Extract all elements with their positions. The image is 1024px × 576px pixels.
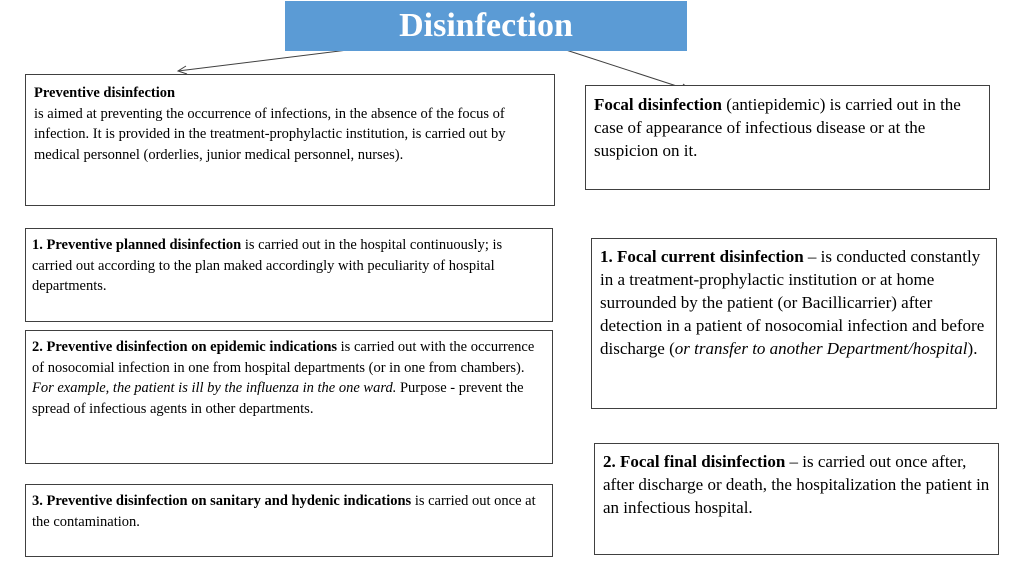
focal-disinfection-box [585,85,990,190]
page-title: Disinfection [399,7,573,44]
focal-final-box [594,443,999,555]
focal-current-italic: or transfer to another Department/hospital [674,339,968,358]
preventive-epidemic-heading: 2. Preventive disinfection on epidemic indications [32,339,338,355]
preventive-epidemic-box [25,330,553,464]
title-box [285,1,687,51]
preventive-sanitary-body: is carried out once at the contamination. [32,493,536,530]
preventive-disinfection-box [25,74,555,206]
focal-body: antiepidemic) is carried out in the case of appearance of infectious disease or at the suspicion on it. [594,95,961,160]
preventive-epidemic-purpose: Purpose - prevent the spread of infectious agents in other departments. [32,380,524,417]
focal-final-body: – is carried out once after, after discharge or death, the hospitalization the patient in an infectious hospital. [603,452,990,517]
preventive-epidemic-body: is carried out with the occurrence of nosocomial infection in one from hospital departments (or in one from chambers). [32,339,535,376]
focal-current-tail: ). [967,339,978,358]
preventive-heading: Preventive disinfection [34,85,176,101]
focal-current-box [591,238,997,409]
preventive-body: is aimed at preventing the occurrence of infections, in the absence of the focus of infection. It is provided in the treatment-prophylactic institution, is carried out by medical personnel (orderlies, junior medical personnel, nurses). [34,105,506,163]
preventive-planned-heading: 1. Preventive planned disinfection [32,237,242,253]
preventive-sanitary-heading: 3. Preventive disinfection on sanitary and hydenic indications [32,493,412,509]
focal-current-body: – is conducted constantly in a treatment-prophylactic institution or at home surrounded by the patient (or Bacillicarrier) after detection in a patient of nosocomial infection and before discharge ( [600,247,985,358]
preventive-epidemic-example: For example, the patient is ill by the influenza in the one ward. [32,380,397,396]
preventive-sanitary-box [25,484,553,557]
preventive-planned-box [25,228,553,322]
focal-heading: Focal disinfection [594,95,722,114]
preventive-planned-body: is carried out in the hospital continuously; is carried out according to the plan maked accordingly with peculiarity of hospital departments. [32,237,503,294]
focal-current-heading: 1. Focal current disinfection [600,247,804,266]
focal-final-heading: 2. Focal final disinfection [603,452,786,471]
focal-paren: ( [721,95,732,114]
